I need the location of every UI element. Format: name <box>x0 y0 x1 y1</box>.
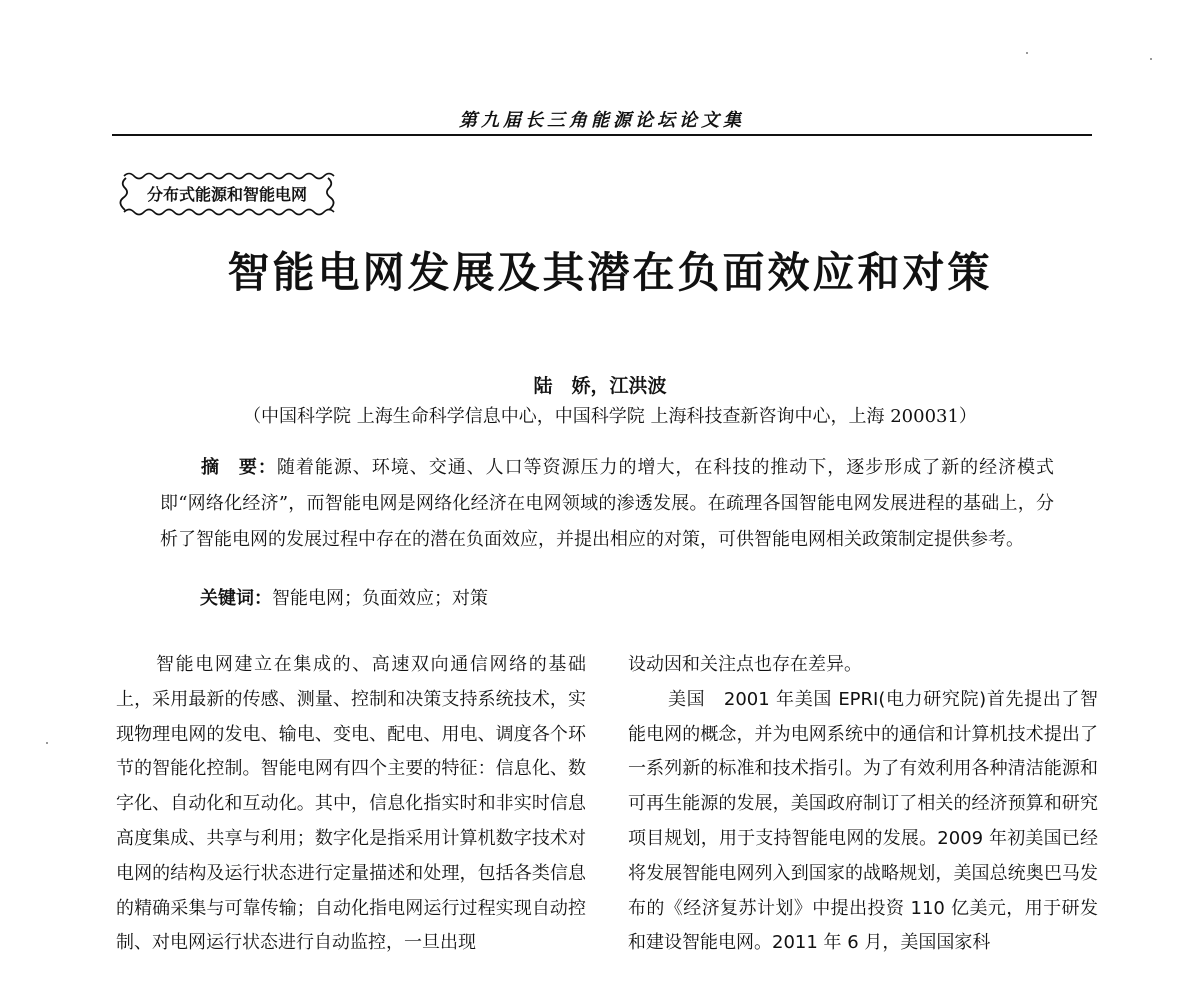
body-right-column <box>628 648 1098 961</box>
header-rule <box>112 134 1092 136</box>
body-right-paragraph-1: 设动因和关注点也存在差异。 <box>628 654 862 675</box>
running-header: 第九届长三角能源论坛论文集 <box>459 110 745 131</box>
keywords-label: 关键词： <box>200 588 272 609</box>
authors: 陆 娇，江洪波 <box>533 375 667 397</box>
body-right-paragraph-2: 美国 2001 年美国 EPRI(电力研究院)首先提出了智能电网的概念，并为电网系统中的通信和计算机技术提出了一系列新的标准和技术指引。为了有效利用各种清洁能源和可再生能源的发展，美国政府制订了相关的经济预算和研究项目规划，用于支持智能电网的发展。2009 年初美国已经将发展智能电网列入到国家的战略规划，美国总统奥巴马发布的《经济复苏计划》中提出投资 110 亿美元，用于研发和建设智能电网。2011 年 6 月，美国国家科 <box>628 688 1098 954</box>
scan-speck <box>1026 52 1028 54</box>
body-left-column: 智能电网建立在集成的、高速双向通信网络的基础上，采用最新的传感、测量、控制和决策支持系统技术，实现物理电网的发电、输电、变电、配电、用电、调度各个环节的智能化控制。智能电网有四个主要的特征：信息化、数字化、自动化和互动化。其中，信息化指实时和非实时信息高度集成、共享与利用；数字化是指采用计算机数字技术对电网的结构及运行状态进行定量描述和处理，包括各类信息的精确采集与可靠传输；自动化指电网运行过程实现自动控制、对电网运行状态进行自动监控，一旦出现 <box>116 654 586 954</box>
keywords <box>200 584 1054 614</box>
keywords-text: 智能电网；负面效应；对策 <box>272 588 488 609</box>
abstract <box>160 450 1054 558</box>
affiliation: （中国科学院 上海生命科学信息中心，中国科学院 上海科技查新咨询中心，上海 200031） <box>243 406 977 427</box>
column-tag <box>118 168 336 218</box>
abstract-label: 摘 要： <box>200 457 277 478</box>
abstract-text: 随着能源、环境、交通、人口等资源压力的增大，在科技的推动下，逐步形成了新的经济模式即“网络化经济”，而智能电网是网络化经济在电网领域的渗透发展。在疏理各国智能电网发展进程的基础上，分析了智能电网的发展过程中存在的潜在负面效应，并提出相应的对策，可供智能电网相关政策制定提供参考。 <box>160 457 1054 550</box>
column-tag-label: 分布式能源和智能电网 <box>146 185 307 204</box>
scan-speck <box>46 742 48 744</box>
scan-speck <box>1150 58 1152 60</box>
paper-title: 智能电网发展及其潜在负面效应和对策 <box>227 248 993 297</box>
